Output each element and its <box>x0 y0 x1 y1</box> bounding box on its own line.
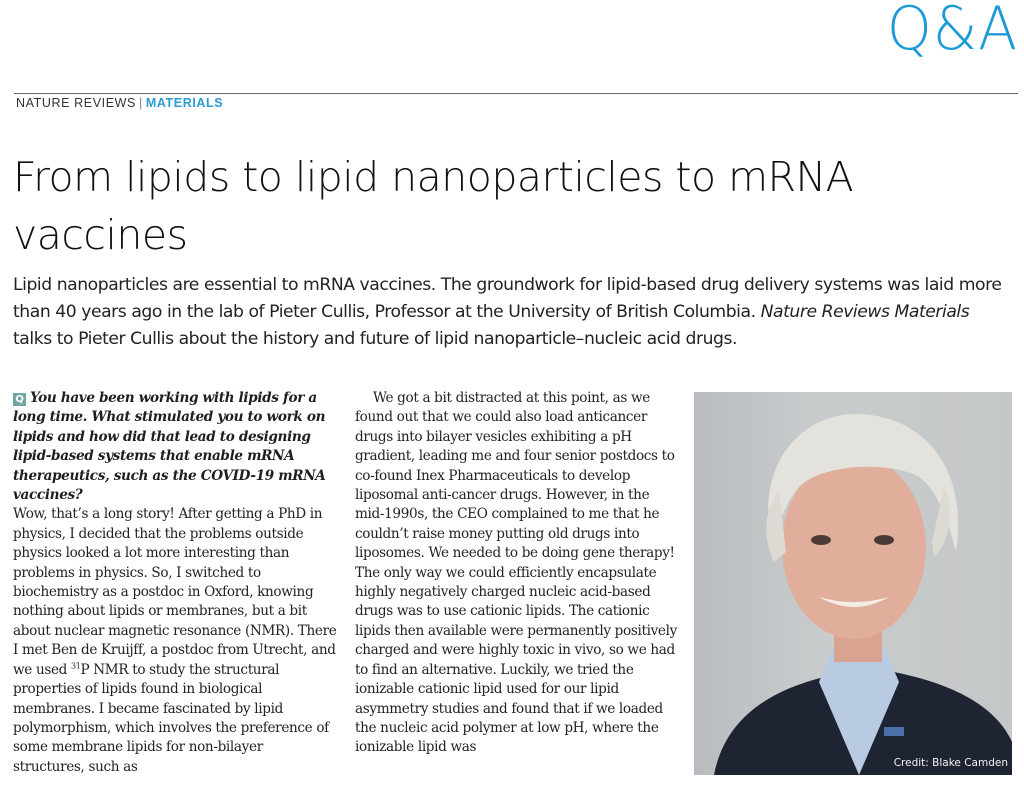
standfirst-text-2: talks to Pieter Cullis about the history and future of lipid nanoparticle–nucleic acid drugs. <box>13 329 738 349</box>
header-rule <box>14 93 1018 94</box>
lapel-pin <box>884 727 904 736</box>
question <box>13 389 338 505</box>
portrait-illustration <box>694 392 1012 775</box>
standfirst-journal: Nature Reviews Materials <box>760 302 970 322</box>
column-2 <box>355 389 680 758</box>
answer-text-2: P NMR to study the structural properties of lipids found in biological membranes. I became fascinated by lipid polymorphism, which involves the preference of some membrane lipids for non-bilayer structures, such as <box>13 661 329 775</box>
running-head-separator: | <box>138 96 143 110</box>
journal-name: NATURE REVIEWS <box>16 96 136 110</box>
answer-continued: We got a bit distracted at this point, as we found out that we could also load anticancer drugs into bilayer vesicles exhibiting a pH gradient, leading me and four senior postdocs to co-found Inex Pharmaceuticals to develop liposomal anti-cancer drugs. However, in the mid-1990s, the CEO complained to me that he couldn’t raise money putting old drugs into liposomes. We needed to be doing gene therapy! The only way we could efficiently encapsulate highly negatively charged nucleic acid-based drugs was to use cationic lipids. The cationic lipids then available were permanently positively charged and were highly toxic in vivo, so we had to find an alternative. Luckily, we tried the ionizable cationic lipid used for our lipid asymmetry studies and found that if we loaded the nucleic acid polymer at low pH, where the ionizable lipid was <box>355 390 677 756</box>
answer-text-1: Wow, that’s a long story! After getting a PhD in physics, I decided that the problems outside physics looked a lot more interesting than problems in physics. So, I switched to biochemistry as a postdoc in Oxford, knowing nothing about lipids or membranes, but a bit about nuclear magnetic resonance (NMR). There I met Ben de Kruijff, a postdoc from Utrecht, and we used <box>13 506 337 678</box>
question-text: You have been working with lipids for a long time. What stimulated you to work on lipids and how did that lead to designing lipid-based systems that enable mRNA therapeutics, such as the COVID-19 mRNA vaccines? <box>13 390 326 504</box>
standfirst <box>13 272 1003 353</box>
article-title: From lipids to lipid nanoparticles to mRNA vaccines <box>13 153 854 259</box>
standfirst-text-1: Lipid nanoparticles are essential to mRNA vaccines. The groundwork for lipid-based drug delivery systems was laid more than 40 years ago in the lab of Pieter Cullis, Professor at the University of British Columbia. <box>13 275 1002 322</box>
superscript: 31 <box>71 661 81 671</box>
photo-credit: Credit: Blake Camden <box>893 757 1008 769</box>
running-head <box>16 96 223 110</box>
portrait-photo <box>694 392 1012 775</box>
qa-section-logo: Q&A <box>886 0 1018 64</box>
journal-section: MATERIALS <box>145 96 224 110</box>
column-1 <box>13 389 338 777</box>
answer <box>13 505 338 777</box>
question-icon: Q <box>13 393 26 406</box>
